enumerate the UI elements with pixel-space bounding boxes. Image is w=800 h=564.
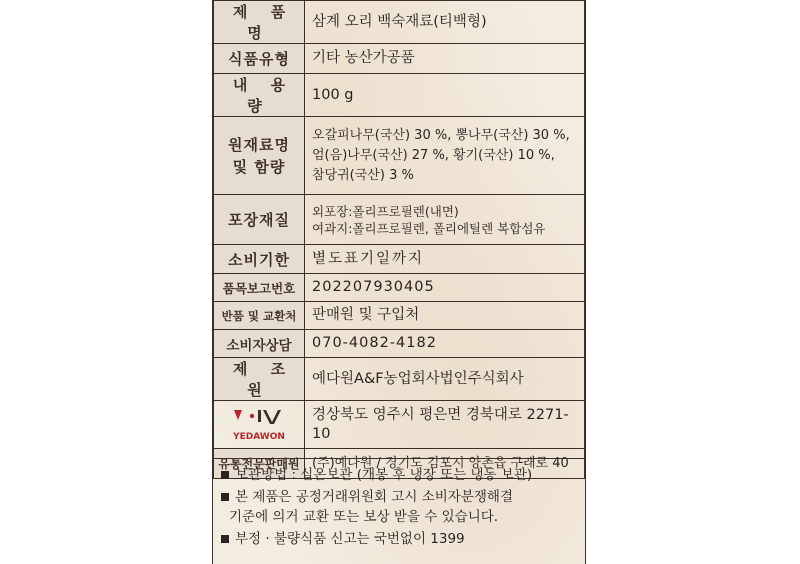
row-net-content	[214, 74, 585, 117]
food-label	[212, 0, 586, 564]
value-food-type: 기타 농산가공품	[305, 44, 585, 74]
row-expiry	[214, 245, 585, 274]
label-consumer-center: 소비자상담	[214, 330, 305, 358]
notice-line: 기준에 의거 교환 또는 보상 받을 수 있습니다.	[229, 509, 499, 525]
logo-text: YEDAWON	[233, 431, 285, 442]
value-manufacturer: 예다원A&F농업회사법인주식회사	[305, 358, 585, 401]
value-packaging	[305, 195, 585, 245]
label-report-number: 품목보고번호	[214, 274, 305, 302]
notice-report	[221, 529, 579, 549]
yedawon-logo	[214, 401, 305, 449]
ingredients-line: 엄(음)나무(국산) 27 %, 황기(국산) 10 %,	[312, 147, 555, 163]
packaging-line: 외포장:폴리프로필렌(내면)	[312, 203, 459, 219]
row-packaging	[214, 195, 585, 245]
value-distributor: (주)예다원 / 경기도 김포시 양촌읍 구래로 40	[305, 449, 585, 479]
value-consumer-center: 070-4082-4182	[305, 330, 585, 358]
row-consumer-center	[214, 330, 585, 358]
value-product-name: 삼계 오리 백숙재료(티백형)	[305, 1, 585, 44]
packaging-line: 여과지:폴리프로필렌, 폴리에틸렌 복합섬유	[312, 220, 546, 236]
label-ingredients: 원재료명 및 함량	[214, 117, 305, 195]
bullet-icon	[221, 471, 229, 479]
value-net-content: 100 g	[305, 74, 585, 117]
notice-storage	[221, 465, 579, 485]
row-manufacturer	[214, 358, 585, 401]
label-packaging: 포장재질	[214, 195, 305, 245]
label-net-content: 내 용 량	[214, 74, 305, 117]
row-ingredients	[214, 117, 585, 195]
notice-section	[213, 458, 585, 549]
value-manufacturer-address: 경상북도 영주시 평은면 경북대로 2271-10	[305, 401, 585, 449]
notice-line: 보관방법 : 실온보관 (개봉 후 냉장 또는 냉동 보관)	[235, 467, 533, 483]
bullet-icon	[221, 535, 229, 543]
label-distributor: 유통전문판매원	[214, 449, 305, 479]
label-food-type: 식품유형	[214, 44, 305, 74]
bullet-icon	[221, 493, 229, 501]
ingredients-line: 오갈피나무(국산) 30 %, 뽕나무(국산) 30 %,	[312, 127, 570, 143]
label-manufacturer: 제 조 원	[214, 358, 305, 401]
row-food-type	[214, 44, 585, 74]
yedawon-logo-icon	[228, 406, 290, 444]
notice-compensation	[221, 487, 579, 527]
row-return-place	[214, 302, 585, 330]
value-expiry: 별도표기일까지	[305, 245, 585, 274]
row-manufacturer-address	[214, 401, 585, 449]
ingredients-line: 참당귀(국산) 3 %	[312, 167, 414, 183]
label-product-name: 제 품 명	[214, 1, 305, 44]
row-product-name	[214, 1, 585, 44]
label-return-place: 반품 및 교환처	[214, 302, 305, 330]
notice-line: 본 제품은 공정거래위원회 고시 소비자분쟁해결	[235, 489, 513, 505]
product-info-table	[213, 0, 585, 479]
row-report-number	[214, 274, 585, 302]
value-ingredients	[305, 117, 585, 195]
value-return-place: 판매원 및 구입처	[305, 302, 585, 330]
notice-line: 부정 · 불량식품 신고는 국번없이 1399	[235, 531, 465, 547]
label-expiry: 소비기한	[214, 245, 305, 274]
value-report-number: 20220793040​5	[305, 274, 585, 302]
